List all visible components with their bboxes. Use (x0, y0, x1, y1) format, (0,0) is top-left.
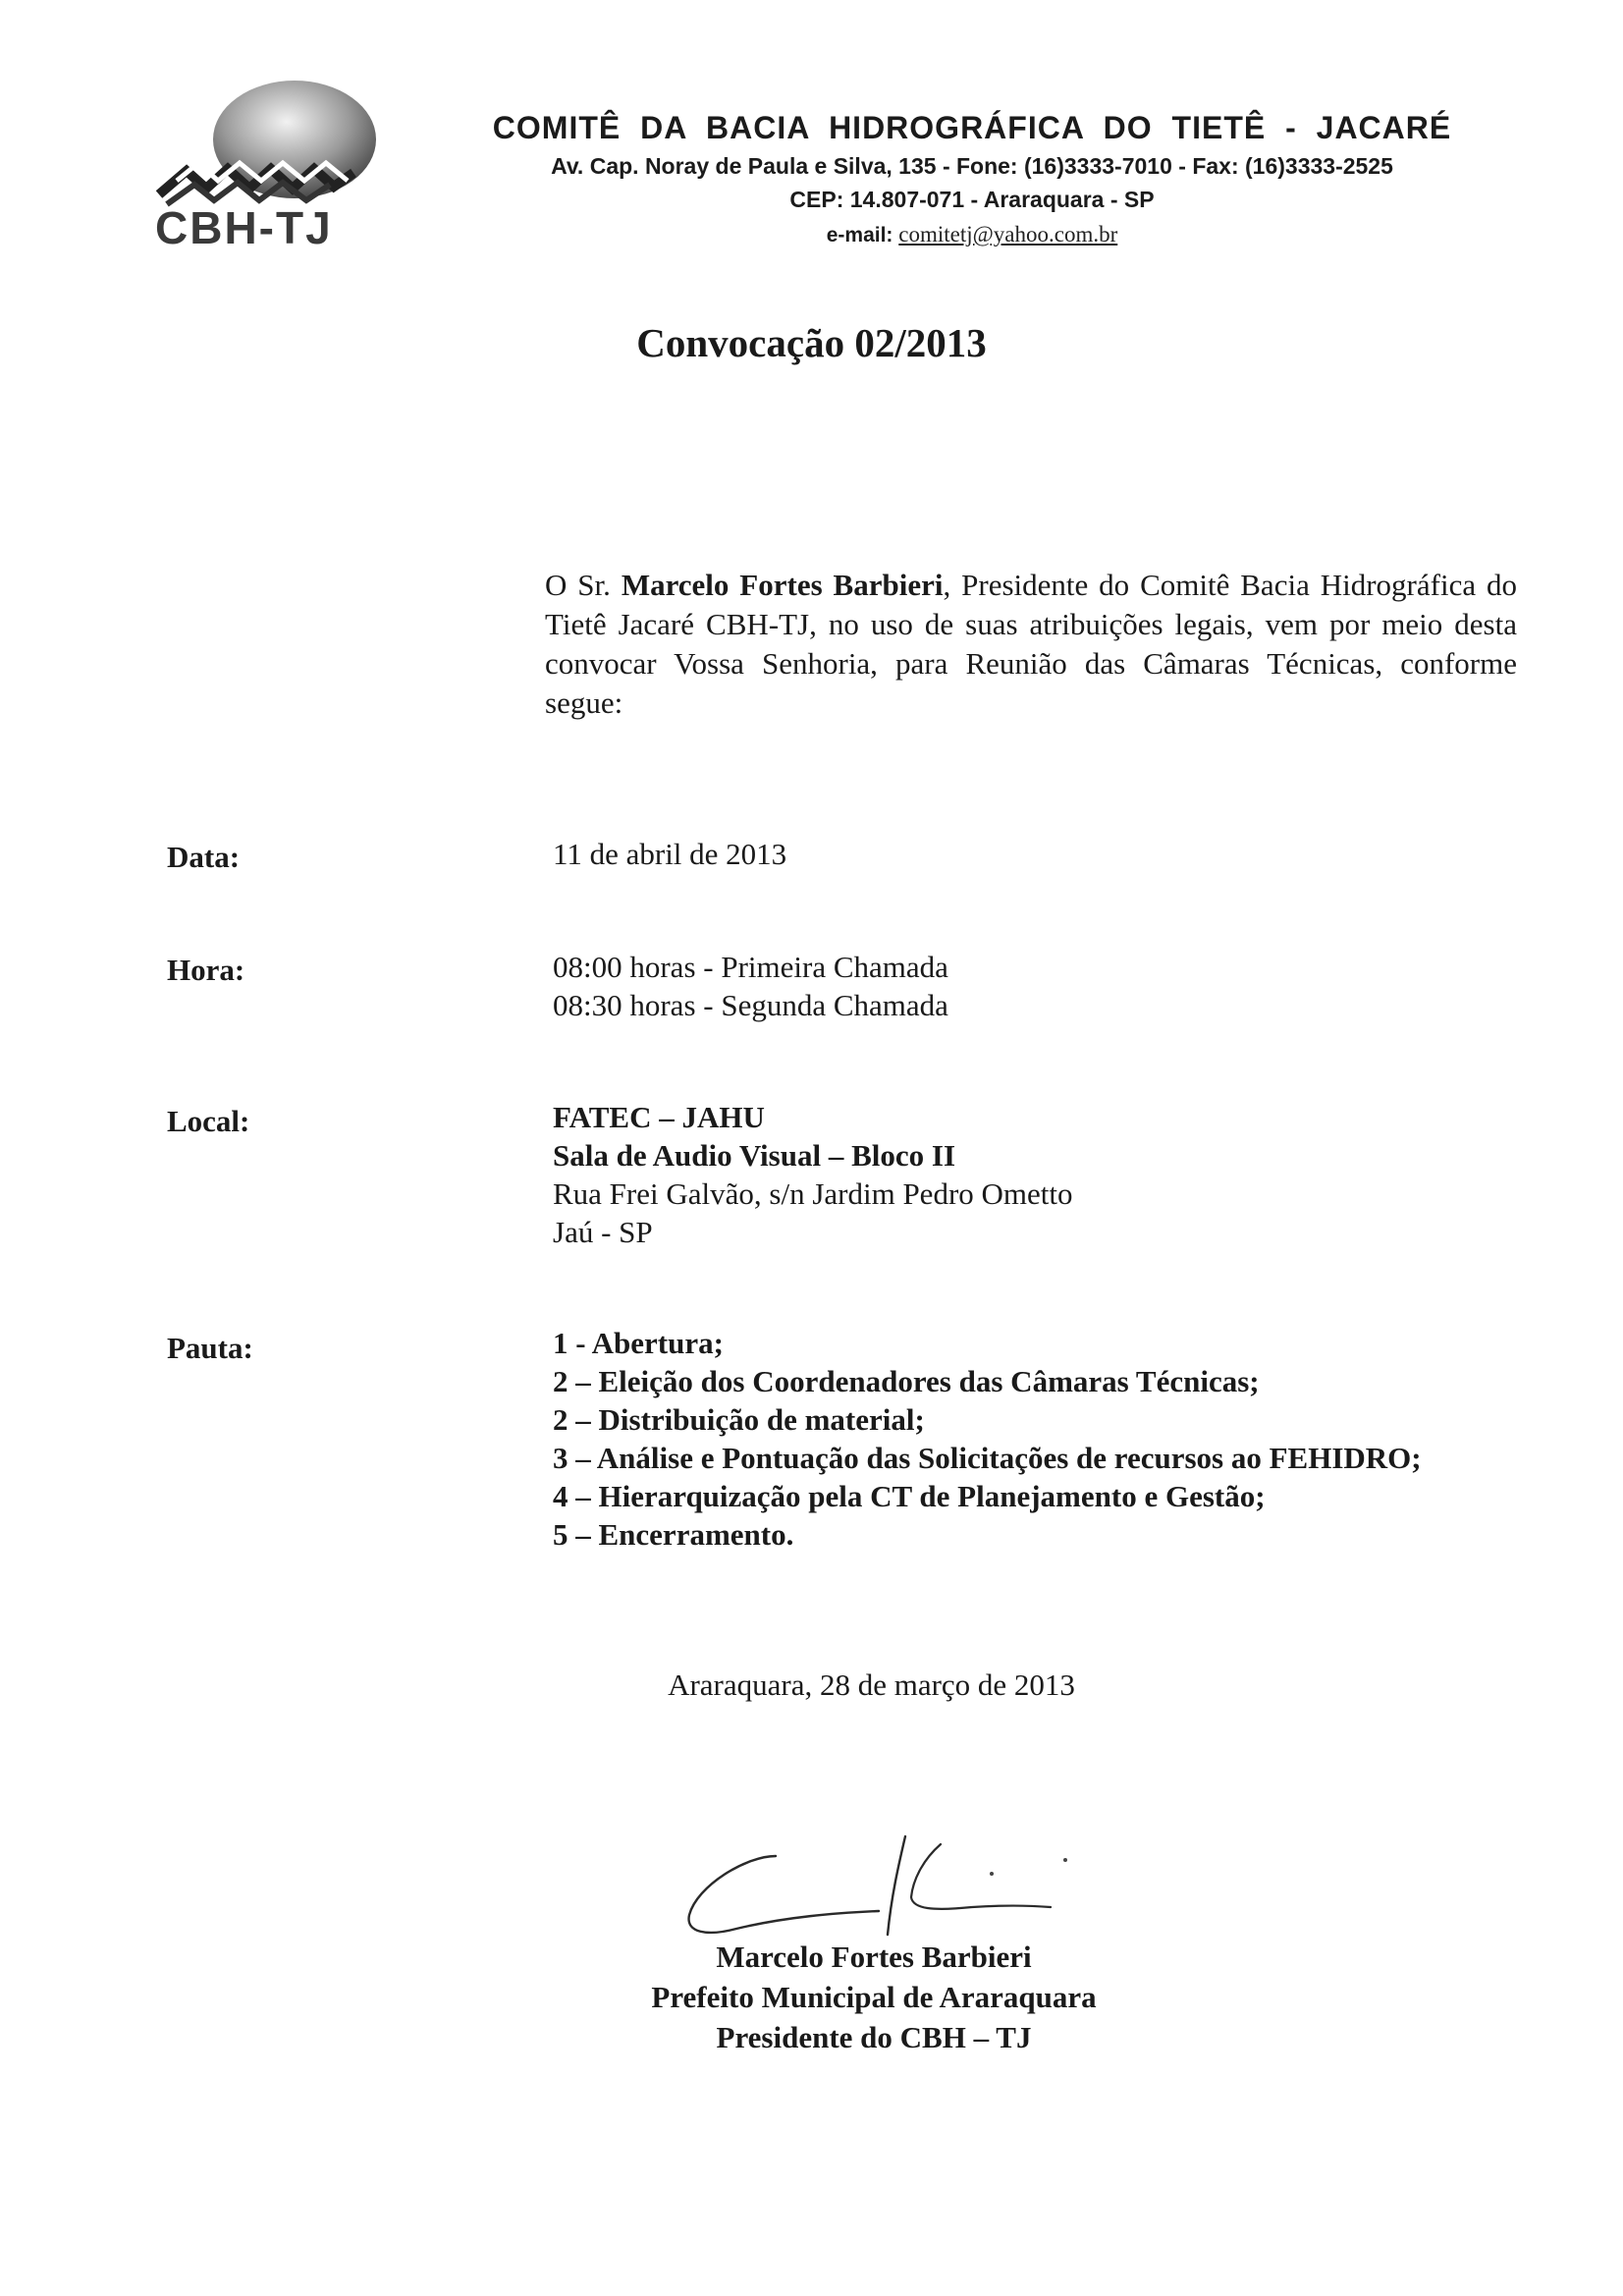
agenda-item: 5 – Encerramento. (553, 1517, 794, 1552)
agenda-item: 3 – Análise e Pontuação das Solicitações de recursos ao FEHIDRO; (553, 1441, 1422, 1475)
signer-name: Marcelo Fortes Barbieri (716, 1940, 1032, 1974)
agenda-item: 2 – Distribuição de material; (553, 1402, 925, 1437)
logo-emblem-icon (147, 79, 383, 255)
email-label: e-mail: (826, 224, 893, 246)
date-label: Data: (167, 840, 241, 874)
place-value (553, 1098, 1073, 1251)
agenda-label: Pauta: (167, 1331, 253, 1365)
agenda-item: 2 – Eleição dos Coordenadores das Câmaras Técnicas; (553, 1364, 1260, 1398)
organization-address: Av. Cap. Noray de Paula e Silva, 135 - Fone: (16)3333-7010 - Fax: (16)3333-2525 (551, 153, 1393, 179)
time-label: Hora: (167, 953, 245, 987)
intro-prefix: O Sr. (545, 568, 622, 602)
time-value (553, 948, 948, 1024)
organization-cep: CEP: 14.807-071 - Araraquara - SP (789, 187, 1155, 212)
intro-president-name: Marcelo Fortes Barbieri (621, 568, 944, 602)
signature-scribble-icon (677, 1827, 1100, 1954)
organization-name: COMITÊ DA BACIA HIDROGRÁFICA DO TIETÊ - JACARÉ (492, 110, 1452, 145)
city-date: Araraquara, 28 de março de 2013 (668, 1667, 1075, 1702)
signer-role: Prefeito Municipal de Araraquara (651, 1980, 1097, 2014)
agenda-list (553, 1324, 1422, 1554)
intro-paragraph (162, 566, 1517, 723)
time-first-call: 08:00 horas - Primeira Chamada (553, 950, 948, 984)
time-second-call: 08:30 horas - Segunda Chamada (553, 988, 948, 1022)
handwritten-signature (677, 1827, 1100, 1954)
signer-title: Presidente do CBH – TJ (716, 2020, 1032, 2054)
place-street: Rua Frei Galvão, s/n Jardim Pedro Ometto (553, 1176, 1073, 1211)
organization-email-line (471, 222, 1473, 247)
agenda-item: 4 – Hierarquização pela CT de Planejamento e Gestão; (553, 1479, 1266, 1513)
logo-text: CBH-TJ (155, 202, 333, 253)
date-value: 11 de abril de 2013 (553, 837, 787, 871)
signature-block (609, 1937, 1139, 2057)
intro-text-block (162, 566, 1517, 723)
place-room: Sala de Audio Visual – Bloco II (553, 1138, 956, 1173)
email-link[interactable]: comitetj@yahoo.com.br (898, 222, 1118, 246)
intro-body: , Presidente do Comitê Bacia Hidrográfica do Tietê Jacaré CBH-TJ, no uso de suas atribuições legais, vem por meio desta convocar Vossa Senhoria, para Reunião das Câmaras Técnicas, conforme segue: (545, 568, 1517, 720)
place-label: Local: (167, 1104, 250, 1138)
place-city: Jaú - SP (553, 1215, 653, 1249)
place-name: FATEC – JAHU (553, 1100, 765, 1134)
document-title: Convocação 02/2013 (636, 320, 987, 365)
agenda-item: 1 - Abertura; (553, 1326, 724, 1360)
cbh-tj-logo (147, 79, 383, 255)
